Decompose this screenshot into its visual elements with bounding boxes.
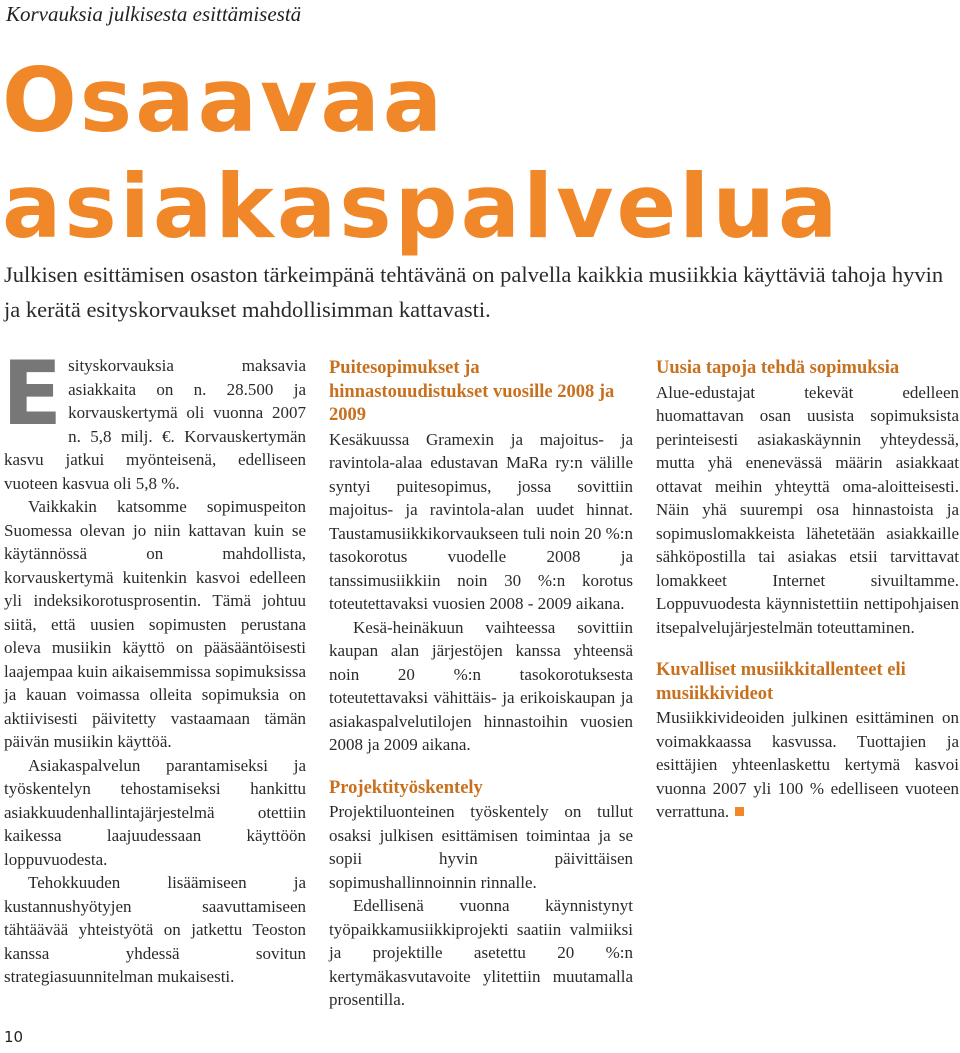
column-3	[656, 357, 959, 824]
headline	[2, 48, 840, 260]
intro-text: sityskorvauksia maksavia asiakkaita on n. 28.500 ja korvauskertymä oli vuonna 2007 n. 5,8 milj. €. Korvauskertymän kasvu jatkui myönteisenä, edelliseen vuoteen kasvua oli 5,8 %.	[4, 356, 306, 493]
column-1	[2, 342, 306, 989]
section-title: Korvauksia julkisesta esittämisestä	[6, 2, 302, 26]
page-number: 10	[4, 1028, 24, 1046]
subheading-projects: Projektityöskentely	[329, 777, 483, 798]
drop-cap: E	[2, 342, 63, 445]
subheading-new-ways: Uusia tapoja tehdä sopimuksia	[656, 358, 900, 378]
paragraph: Kesäkuussa Gramexin ja majoitus- ja ravintola-alaa edustavan MaRa ry:n välille syntyi puitesopimus, jossa sovittiin majoitus- ja ravintola-alan uudet hinnat. Taustamusiikkikorvaukseen tuli noin 20 %:n tasokorotus vuodelle 2008 ja tanssimusiikkiin noin 30 %:n korotus toteutettavaksi vuosien 2008 - 2009 aikana.	[329, 429, 633, 613]
headline-line-1: Osaavaa	[2, 49, 446, 152]
subheading-music-videos: Kuvalliset musiikkitallenteet eli musiikkivideot	[656, 660, 906, 704]
paragraph: Vaikkakin katsomme sopimuspeiton Suomessa olevan jo niin kattavan kuin se käytännössä on mahdollista, korvauskertymä kuitenkin kasvoi edelleen yli indeksikorotusprosentin. Tämä johtuu siitä, että uusien sopimusten perustana oleva musiikin käyttö on pääsääntöisesti laajempaa kuin aikaisemmissa sopimuksissa ja kauan voimassa olleita sopimuksia on aktiivisesti päivitetty vastaamaan tämän päivän musiikin käyttöä.	[4, 497, 306, 751]
paragraph: Tehokkuuden lisäämiseen ja kustannushyötyjen saavuttamiseen tähtäävää yhteistyötä on jatkettu Teoston kanssa yhdessä sovitun strategiasuunnitelman mukaisesti.	[4, 873, 306, 986]
final-text: Musiikkivideoiden julkinen esittäminen on voimakkaassa kasvussa. Tuottajien ja esittäjien yhteenlaskettu kertymä kasvoi vuonna 2007 yli 100 % edelliseen vuoteen verrattuna.	[656, 708, 959, 821]
paragraph: Kesä-heinäkuun vaihteessa sovittiin kaupan alan järjestöjen kanssa yhteensä noin 20 %:n tasokorotuksesta toteutettavaksi vähittäis- ja erikoiskaupan ja asiakaspalvelutilojen hinnastoihin vuosien 2008 ja 2009 aikana.	[329, 617, 633, 754]
paragraph: Edellisenä vuonna käynnistynyt työpaikkamusiikkiprojekti saatiin valmiiksi ja projektille asetettu 20 %:n kertymäkasvutavoite ylitettiin muutamalla prosentilla.	[329, 896, 633, 1009]
lead-paragraph: Julkisen esittämisen osaston tärkeimpänä tehtävänä on palvella kaikkia musiikkia käyttäviä tahoja hyvin ja kerätä esityskorvaukset mahdollisimman kattavasti.	[4, 262, 944, 322]
end-mark-icon	[735, 807, 744, 816]
subheading-agreements: Puitesopimukset ja hinnastouudistukset vuosille 2008 ja 2009	[329, 358, 615, 425]
paragraph-final	[656, 706, 959, 824]
intro-paragraph	[2, 342, 306, 495]
paragraph: Asiakaspalvelun parantamiseksi ja työskentelyn tehostamiseksi hankittu asiakkuudenhallintajärjestelmä otettiin kaikessa laajuudessaan käyttöön loppuvuodesta.	[4, 755, 306, 869]
paragraph: Projektiluonteinen työskentely on tullut osaksi julkisen esittämisen toimintaa ja se sopii hyvin päivittäisen sopimushallinnoinnin rinnalle.	[329, 802, 633, 892]
paragraph: Alue-edustajat tekevät edelleen huomattavan osan uusista sopimuksista perinteisesti asiakaskäynnin yhteydessä, mutta yhä enenevässä määrin asiakkaat ottavat meihin yhteyttä oma-aloitteisesti. Näin yhä suurempi osa hinnastoista ja sopimuslomakkeista lähetetään asiakkaille sähköpostilla tai asiakas etsii tarvittavat lomakkeet Internet sivuiltamme. Loppuvuodesta käynnistettiin nettipohjaisen itsepalvelujärjestelmän toteuttaminen.	[656, 382, 959, 637]
headline-line-2: asiakaspalvelua	[2, 155, 841, 258]
column-2	[329, 357, 633, 1012]
